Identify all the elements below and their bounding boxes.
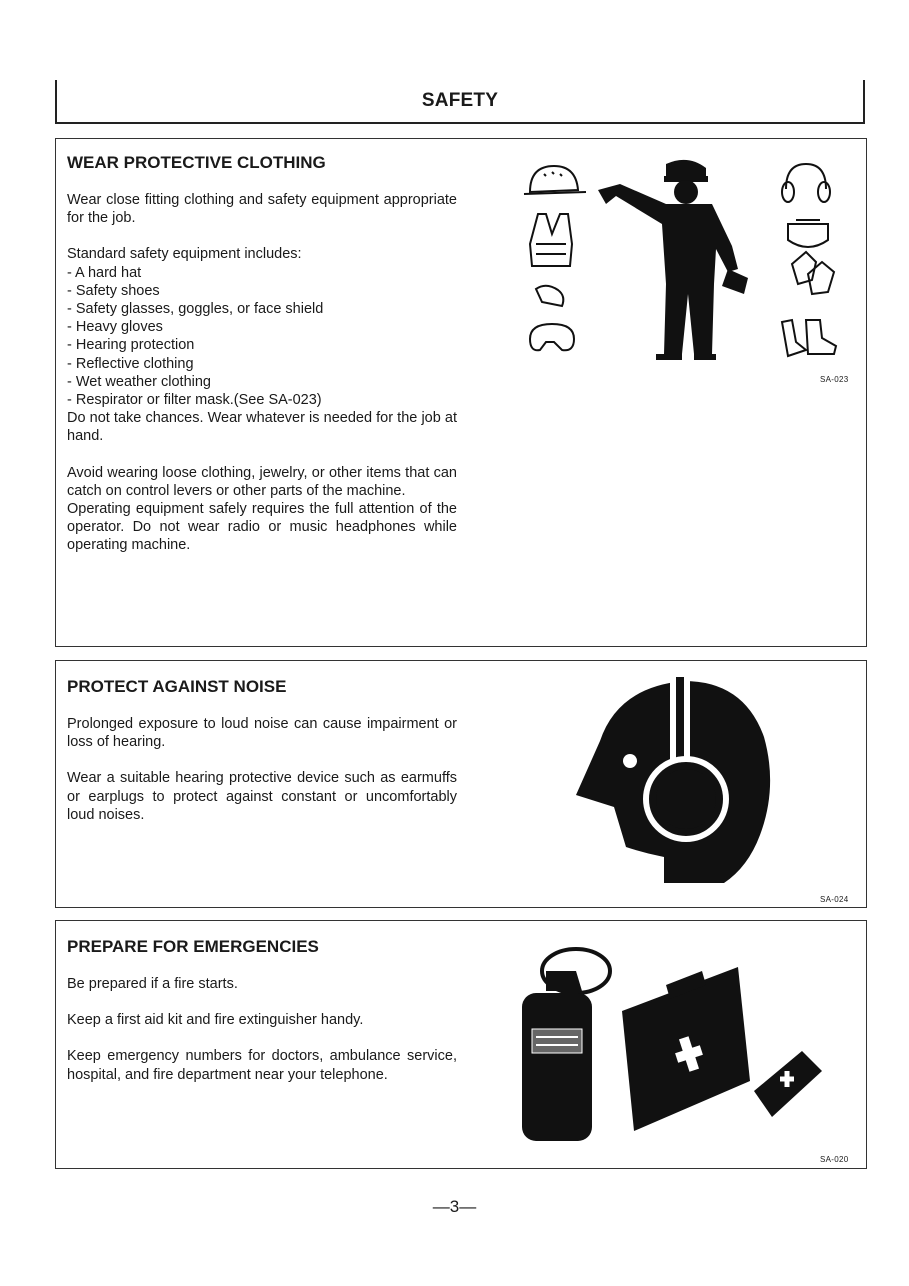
section-noise: [55, 660, 867, 908]
list-item: - Reflective clothing: [67, 355, 194, 372]
section-emergencies: [55, 920, 867, 1169]
paragraph: Wear close fitting clothing and safety equipment appropriate for the job.: [67, 192, 457, 227]
paragraph: Operating equipment safely requires the full attention of the operator. Do not wear radio or music headphones while operating machine.: [67, 501, 457, 554]
safety-shoes-icon: [782, 320, 836, 356]
list-item: - A hard hat: [67, 264, 142, 281]
page-title: SAFETY: [421, 90, 499, 111]
section-title: PROTECT AGAINST NOISE: [67, 677, 287, 696]
respirator-icon: [788, 220, 828, 247]
section-body: [67, 715, 457, 824]
page-title-box: [55, 80, 865, 124]
earmuffs-icon: [782, 164, 830, 202]
small-first-aid-kit-icon: [754, 1051, 822, 1117]
hearing-protection-head-illustration: [574, 677, 774, 887]
list-heading: Standard safety equipment includes:: [67, 246, 302, 263]
section-title: WEAR PROTECTIVE CLOTHING: [67, 153, 326, 172]
paragraph: Avoid wearing loose clothing, jewelry, or other items that can catch on control levers or other parts of the machine.: [67, 464, 457, 499]
emergency-equipment-illustration: [506, 941, 836, 1151]
list-item: - Wet weather clothing: [67, 373, 211, 390]
paragraph: Prolonged exposure to loud noise can cause impairment or loss of hearing.: [67, 716, 457, 751]
fire-extinguisher-icon: [522, 949, 610, 1141]
page-number: —3—: [432, 1197, 477, 1216]
paragraph: Wear a suitable hearing protective device such as earmuffs or earplugs to protect against constant or uncomfortably loud noises.: [67, 770, 457, 823]
gloves-icon: [792, 252, 834, 294]
goggles-icon: [530, 324, 574, 350]
eye-icon: [623, 754, 637, 768]
paragraph: Do not take chances. Wear whatever is needed for the job at hand.: [67, 410, 457, 445]
section-title: PREPARE FOR EMERGENCIES: [67, 937, 319, 956]
paragraph: Be prepared if a fire starts.: [67, 976, 238, 992]
figure-ref: SA-023: [820, 375, 849, 384]
list-item: - Heavy gloves: [67, 319, 163, 336]
paragraph: Keep a first aid kit and fire extinguisher handy.: [67, 1012, 364, 1029]
section-protective-clothing: [55, 138, 867, 647]
list-item: - Hearing protection: [67, 337, 195, 354]
worker-figure-icon: [598, 160, 748, 360]
section-body: [67, 191, 457, 555]
section-body: [67, 975, 457, 1084]
first-aid-kit-icon: [622, 967, 750, 1131]
figure-ref: SA-024: [820, 895, 849, 904]
reflective-vest-icon: [530, 214, 572, 266]
protective-equipment-illustration: [516, 154, 856, 369]
face-shield-icon: [536, 286, 563, 306]
figure-ref: SA-020: [820, 1155, 849, 1164]
list-item: - Safety glasses, goggles, or face shield: [67, 301, 324, 318]
hard-hat-icon: [524, 166, 586, 194]
paragraph: Keep emergency numbers for doctors, ambulance service, hospital, and fire department near your telephone.: [67, 1048, 457, 1083]
list-item: - Safety shoes: [67, 282, 160, 299]
list-item: - Respirator or filter mask.(See SA-023): [67, 392, 322, 409]
